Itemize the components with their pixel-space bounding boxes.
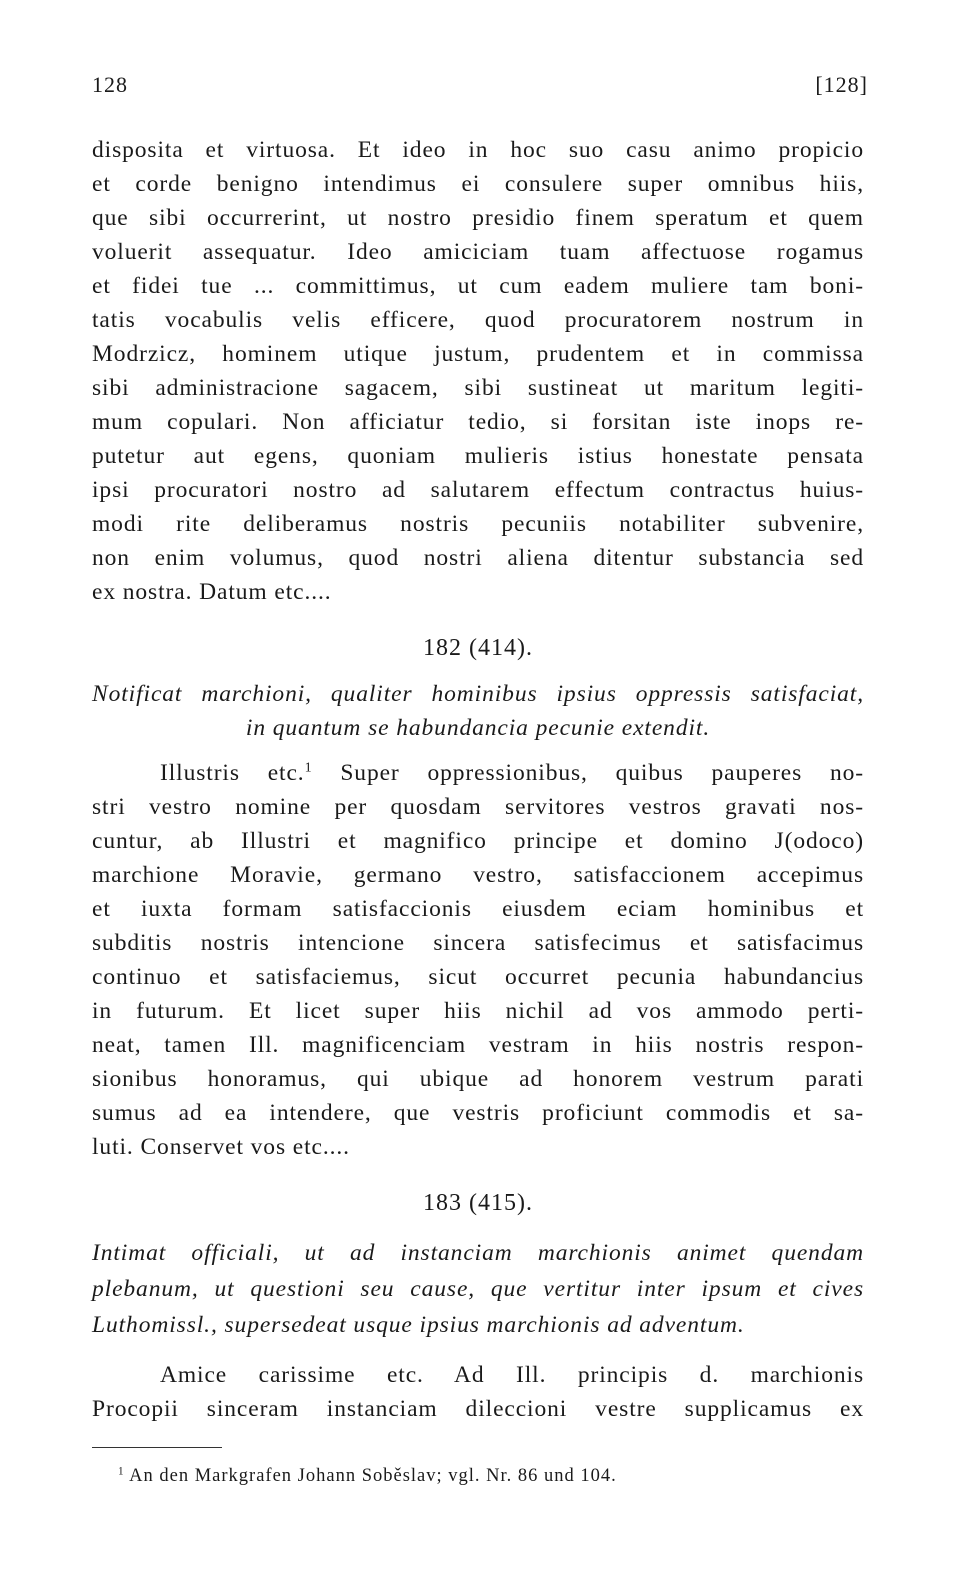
summary-line: Notificat marchioni, qualiter hominibus ipsius oppressis satisfaciat,: [92, 681, 864, 707]
summary-line: in quantum se habundancia pecunie extendit.: [245, 715, 711, 741]
text-line: et iuxta formam satisfaccionis eiusdem eciam hominibus et: [92, 896, 864, 922]
text-line: que sibi occurrerint, ut nostro presidio finem speratum et quem: [92, 205, 864, 231]
text-line: et corde benigno intendimus ei consulere super omnibus hiis,: [92, 171, 864, 197]
text-line: luti. Conservet vos etc....: [92, 1134, 350, 1160]
text-line: sibi administracione sagacem, sibi sustineat ut maritum legiti-: [92, 375, 864, 401]
footnote-reference: 1: [304, 759, 313, 776]
text-line: marchione Moravie, germano vestro, satisfaccionem accepimus: [92, 862, 864, 888]
text-line: neat, tamen Ill. magnificenciam vestram in hiis nostris respon-: [92, 1032, 864, 1058]
text-line: cuntur, ab Illustri et magnifico principe et domino J(odoco): [92, 828, 864, 854]
text-line: sumus ad ea intendere, que vestris proficiunt commodis et sa-: [92, 1100, 864, 1126]
text-line: putetur aut egens, quoniam mulieris istius honestate pensata: [92, 443, 864, 469]
text-line: continuo et satisfaciemus, sicut occurret pecunia habundancius: [92, 964, 864, 990]
text-line: stri vestro nomine per quosdam servitores vestros gravati nos-: [92, 794, 864, 820]
footnote-rule: [92, 1447, 222, 1448]
salutation: Illustris etc.: [160, 760, 305, 786]
text-line: Modrzicz, hominem utique justum, prudentem et in commissa: [92, 341, 864, 367]
text-line: et fidei tue ... committimus, ut cum eadem muliere tam boni-: [92, 273, 864, 299]
footnote-text: An den Markgrafen Johann Soběslav; vgl. Nr. 86 und 104.: [124, 1466, 617, 1486]
text-line: Procopii sinceram instanciam dileccioni vestre supplicamus ex: [92, 1396, 864, 1422]
text-line: ipsi procuratori nostro ad salutarem effectum contractus huius-: [92, 477, 864, 503]
text-line: Amice carissime etc. Ad Ill. principis d. marchionis: [160, 1362, 864, 1388]
original-page-number: [128]: [815, 72, 868, 97]
text-line: sionibus honoramus, qui ubique ad honorem vestrum parati: [92, 1066, 864, 1092]
summary-line: Luthomissl., supersedeat usque ipsius marchionis ad adventum.: [92, 1312, 745, 1338]
text-segment: Super oppressionibus, quibus pauperes no-: [312, 760, 864, 786]
section-heading-182: 182 (414).: [423, 635, 533, 661]
text-line: subditis nostris intencione sincera satisfecimus et satisfacimus: [92, 930, 864, 956]
footnote-mark: 1: [118, 1465, 125, 1478]
summary-line: plebanum, ut questioni seu cause, que vertitur inter ipsum et cives: [92, 1276, 864, 1302]
summary-line: Intimat officiali, ut ad instanciam marchionis animet quendam: [92, 1240, 864, 1266]
text-line: tatis vocabulis velis efficere, quod procuratorem nostrum in: [92, 307, 864, 333]
text-line: disposita et virtuosa. Et ideo in hoc suo casu animo propicio: [92, 137, 864, 163]
text-line: ex nostra. Datum etc....: [92, 579, 332, 605]
text-line-first: [160, 756, 864, 790]
text-line: in futurum. Et licet super hiis nichil ad vos ammodo perti-: [92, 998, 864, 1024]
text-line: mum copulari. Non afficiatur tedio, si forsitan iste inops re-: [92, 409, 864, 435]
text-line: modi rite deliberamus nostris pecuniis notabiliter subvenire,: [92, 511, 864, 537]
page-number: 128: [92, 72, 128, 97]
text-line: non enim volumus, quod nostri aliena ditentur substancia sed: [92, 545, 864, 571]
text-line: voluerit assequatur. Ideo amiciciam tuam affectuose rogamus: [92, 239, 864, 265]
footnote: [118, 1466, 617, 1487]
section-heading-183: 183 (415).: [423, 1190, 533, 1216]
